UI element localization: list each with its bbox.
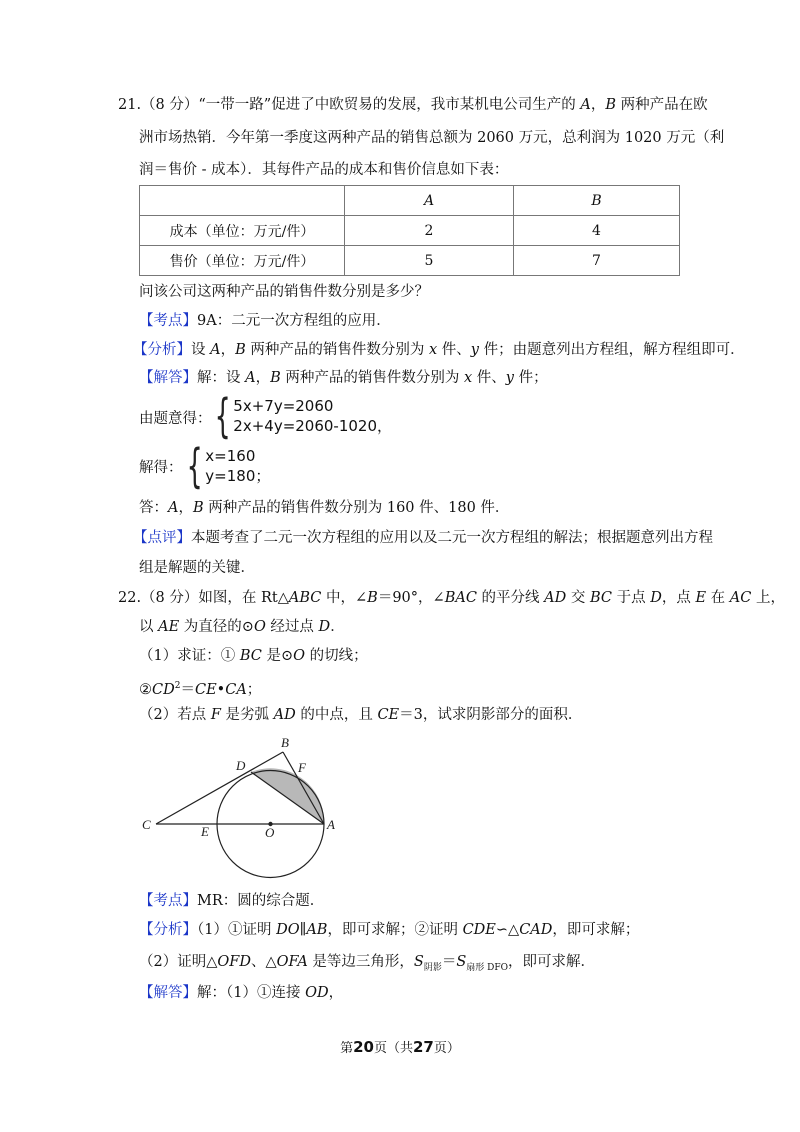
text: ， — [220, 342, 236, 358]
text: CE — [377, 707, 400, 723]
section-tag: 【解答】 — [139, 370, 197, 386]
text: MR：圆的综合题． — [197, 893, 325, 909]
text: ，即可求解；②证明 — [327, 922, 463, 938]
text: 第 — [340, 1041, 354, 1056]
text: ，点 — [661, 590, 696, 606]
text: B — [192, 500, 204, 516]
text: ， — [178, 500, 193, 516]
text: 两种产品的销售件数分别为 160 件、180 件． — [203, 500, 510, 516]
q21-jiede-label: 解得： — [139, 460, 183, 476]
equation: x=160 — [205, 447, 256, 465]
text: B — [605, 97, 616, 113]
text: 答： — [139, 500, 168, 516]
text: 为直径的⊙ — [179, 619, 254, 635]
text: DO — [276, 922, 300, 938]
subscript: 阴影 — [423, 962, 442, 973]
text: A — [580, 97, 591, 113]
table-cell: A — [345, 186, 514, 216]
text: 以 — [139, 619, 159, 635]
text: S — [456, 954, 467, 970]
text: BC — [589, 590, 612, 606]
text: 件、 — [437, 342, 471, 358]
text: x — [463, 370, 473, 386]
text: AE — [158, 619, 180, 635]
text: ABC — [288, 590, 322, 606]
section-tag: 【考点】 — [139, 893, 197, 909]
text: ∥ — [299, 922, 307, 938]
text: y — [505, 370, 514, 386]
text: A — [168, 500, 179, 516]
label-c: C — [142, 817, 151, 832]
table-cell: 2 — [345, 216, 514, 246]
table-cell: 成本（单位：万元/件） — [140, 216, 345, 246]
text: y — [470, 342, 479, 358]
text: x — [428, 342, 438, 358]
text: 、△ — [250, 954, 277, 970]
q22-fenxi-1 — [139, 920, 639, 940]
text: ，即可求解； — [552, 922, 640, 938]
table-cell: 5 — [345, 246, 514, 276]
text: 于点 — [612, 590, 651, 606]
section-tag: 【点评】 — [133, 530, 191, 546]
table-cell: 4 — [514, 216, 680, 246]
text: CA — [225, 681, 247, 698]
section-tag: 【分析】 — [133, 342, 191, 358]
q21-line-3: 润＝售价 - 成本）．其每件产品的成本和售价信息如下表： — [139, 162, 509, 178]
text: A — [210, 342, 221, 358]
segment-cb — [156, 752, 283, 824]
text: 的中点，且 — [295, 707, 378, 723]
text: ＝ — [180, 681, 195, 698]
text: ，即可求解． — [508, 954, 595, 970]
q22-fenxi-2 — [139, 952, 595, 978]
text: 是等边三角形， — [307, 954, 414, 970]
text: O — [253, 619, 266, 635]
text: O — [293, 648, 306, 664]
text: AD — [544, 590, 567, 606]
text: 两种产品的销售件数分别为 — [245, 342, 429, 358]
text: CE — [194, 681, 217, 698]
label-o: O — [265, 825, 275, 840]
text: B — [270, 370, 281, 386]
text: F — [210, 707, 221, 723]
text: 9A：二元一次方程组的应用． — [197, 313, 391, 329]
text: （1）求证：① — [139, 648, 240, 664]
equation: 5x+7y=2060 — [233, 397, 334, 415]
text: E — [695, 590, 707, 606]
text: 的平分线 — [476, 590, 545, 606]
text: OD — [305, 985, 329, 1001]
text: ∽△ — [495, 922, 520, 938]
text: ； — [246, 681, 262, 698]
text: 页（共 — [373, 1041, 413, 1056]
page-footer — [0, 1037, 800, 1056]
text: 交 — [566, 590, 590, 606]
text: 在 — [706, 590, 730, 606]
text: 22.（8 分）如图，在 Rt△ — [118, 590, 289, 606]
text: OFA — [276, 954, 308, 970]
text: BC — [239, 648, 262, 664]
text: 中，∠ — [321, 590, 368, 606]
text: OFD — [217, 954, 251, 970]
page-number: 20 — [353, 1038, 374, 1056]
subscript: 扇形 DFO — [466, 962, 508, 973]
table-cell: B — [514, 186, 680, 216]
q22-kaodian — [139, 891, 324, 911]
text: ， — [590, 97, 606, 113]
text: （1）①证明 — [197, 922, 277, 938]
label-e: E — [201, 824, 209, 839]
text: 经过点 — [265, 619, 319, 635]
text: 两种产品在欧 — [615, 97, 708, 113]
text: ， — [255, 370, 271, 386]
section-tag: 【考点】 — [139, 313, 197, 329]
text: B — [235, 342, 246, 358]
label-a: A — [327, 817, 335, 832]
label-f: F — [298, 760, 306, 775]
text: AB — [306, 922, 328, 938]
text: （2）证明△ — [139, 954, 218, 970]
text: y=180 — [205, 467, 256, 485]
text: A — [245, 370, 256, 386]
table-cell: 售价（单位：万元/件） — [140, 246, 345, 276]
label-b: B — [281, 735, 289, 750]
text: AC — [729, 590, 752, 606]
text: 是⊙ — [261, 648, 294, 664]
text: ＝ — [441, 954, 457, 970]
text: AD — [273, 707, 296, 723]
page-total: 27 — [413, 1038, 434, 1056]
text: ， — [377, 417, 393, 435]
text: 2x+4y=2060-1020 — [233, 417, 378, 435]
q21-youti-label: 由题意得： — [139, 411, 212, 427]
text: 件； — [513, 370, 548, 386]
text: ② — [139, 681, 152, 698]
text: 解：设 — [197, 370, 246, 386]
q21-line-2: 洲市场热销．今年第一季度这两种产品的销售总额为 2060 万元，总利润为 1020 万元（利 — [139, 130, 725, 146]
text: B — [367, 590, 378, 606]
text: 件；由题意列出方程组，解方程组即可． — [478, 342, 745, 358]
text: 两种产品的销售件数分别为 — [280, 370, 464, 386]
text: ＝3，试求阴影部分的面积． — [399, 707, 583, 723]
text: D — [318, 619, 331, 635]
text: ； — [255, 467, 271, 485]
text: 件、 — [472, 370, 506, 386]
text: BAC — [444, 590, 477, 606]
text: CAD — [519, 922, 553, 938]
brace-icon: { — [186, 439, 203, 493]
text: D — [650, 590, 662, 606]
text: 页） — [433, 1041, 460, 1056]
text: ． — [330, 619, 345, 635]
q21-question: 问该公司这两种产品的销售件数分别是多少？ — [139, 284, 429, 300]
text: CDE — [462, 922, 496, 938]
text: ＝90°，∠ — [377, 590, 445, 606]
brace-icon: { — [214, 389, 231, 443]
table-cell: 7 — [514, 246, 680, 276]
text: S — [413, 954, 424, 970]
text: • — [216, 681, 226, 698]
text: ， — [328, 985, 344, 1001]
label-d: D — [236, 758, 246, 773]
text: 是劣弧 — [220, 707, 274, 723]
text: 解：（1）①连接 — [197, 985, 306, 1001]
text: 本题考查了二元一次方程组的应用以及二元一次方程组的解法；根据题意列出方程 — [191, 530, 713, 546]
text: 上， — [751, 590, 785, 606]
q21-dianping-2: 组是解题的关键． — [139, 560, 255, 576]
text: 21.（8 分）“一带一路”促进了中欧贸易的发展，我市某机电公司生产的 — [118, 97, 581, 113]
section-tag: 【分析】 — [139, 922, 197, 938]
text: 的切线； — [305, 648, 368, 664]
superscript: 2 — [174, 681, 181, 691]
section-tag: 【解答】 — [139, 985, 197, 1001]
text: 设 — [191, 342, 211, 358]
text: （2）若点 — [139, 707, 211, 723]
text: CD — [152, 681, 175, 698]
q22-jieda — [139, 983, 343, 1003]
